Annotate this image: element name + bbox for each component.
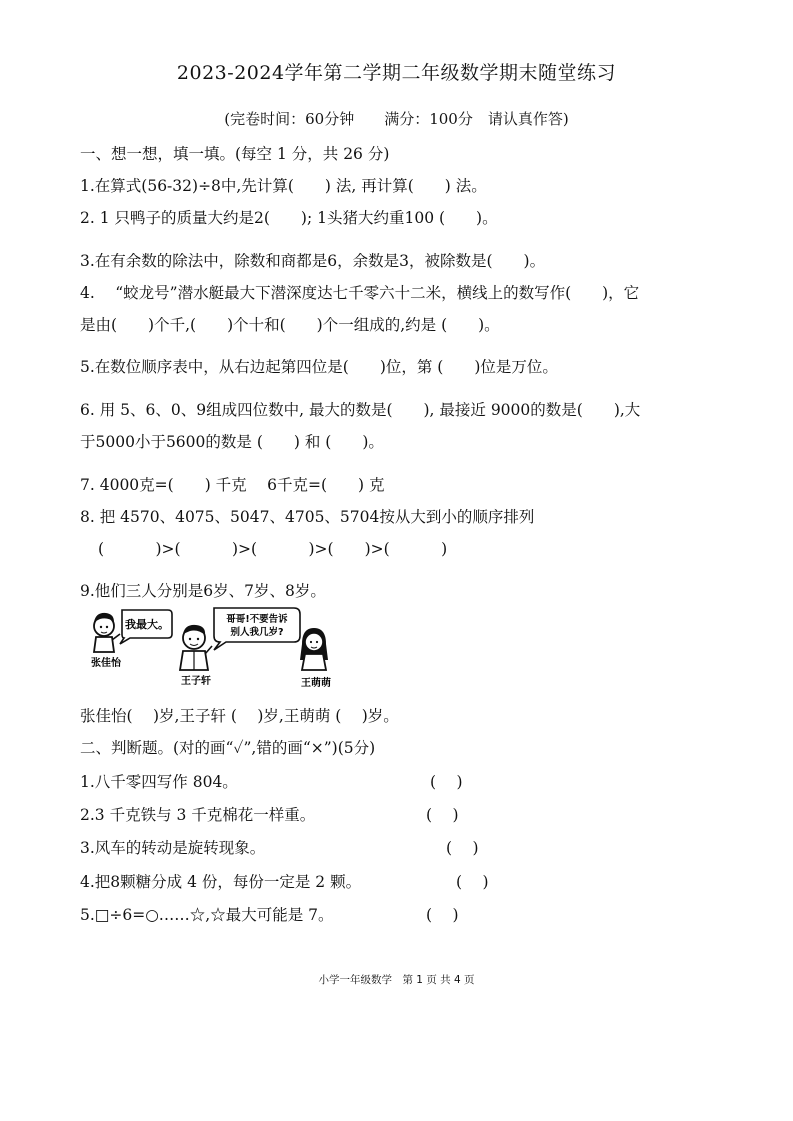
name-label-3: 王萌萌: [301, 678, 331, 689]
exam-info: (完卷时间：60分钟 满分：100分 请认真作答): [224, 110, 569, 128]
question-4-line1: 4. “蛟龙号”潜水艇最大下潜深度达七千零六十二米，横线上的数写作( )，它: [80, 284, 640, 302]
question-9-answers: 张佳怡( )岁,王子轩 ( )岁,王萌萌 ( )岁。: [80, 707, 399, 725]
question-7: 7. 4000克=( ) 千克 6千克=( ) 克: [80, 476, 385, 494]
question-4-line2: 是由( )个千,( )个十和( )个一组成的,约是 ( )。: [80, 316, 500, 334]
judge-item-4: [80, 870, 361, 892]
question-1: 1.在算式(56-32)÷8中,先计算( ) 法, 再计算( ) 法。: [80, 177, 487, 195]
child-figure-3: [300, 628, 328, 670]
judge-item-2-mark: ( ): [426, 806, 459, 824]
judge-item-text: 3.风车的转动是旋转现象。: [80, 839, 266, 857]
judge-item-1-mark: ( ): [430, 773, 463, 791]
bubble-2-text-line1: 哥哥!不要告诉: [226, 614, 288, 625]
question-8-line1: 8. 把 4570、4075、5047、4705、5704按从大到小的顺序排列: [80, 508, 535, 526]
judge-item-text: 5.□÷6=○……☆,☆最大可能是 7。: [80, 906, 334, 924]
judge-item-3: [80, 836, 265, 858]
judge-item-5-mark: ( ): [426, 906, 459, 924]
judge-item-text: 4.把8颗糖分成 4 份，每份一定是 2 颗。: [80, 873, 362, 891]
judge-item-2: [80, 803, 315, 825]
question-6-line2: 于5000小于5600的数是 ( ) 和 ( )。: [80, 433, 384, 451]
bubble-1-text: 我最大。: [125, 618, 169, 631]
judge-item-5: [80, 903, 334, 925]
question-9: 9.他们三人分别是6岁、7岁、8岁。: [80, 582, 326, 600]
section1-heading: 一、想一想，填一填。(每空 1 分，共 26 分): [80, 145, 390, 163]
page-title: 2023-2024学年第二学期二年级数学期末随堂练习: [176, 62, 617, 84]
speech-bubble-1: [120, 610, 172, 644]
speech-bubble-2: [214, 608, 300, 650]
question-8-blanks: ( )>( )>( )>( )>( ): [98, 540, 448, 558]
child-figure-2: [180, 625, 212, 670]
name-label-2: 王子轩: [181, 676, 211, 687]
page-footer: 小学一年级数学 第 1 页 共 4 页: [318, 974, 475, 986]
children-illustration: [86, 604, 346, 690]
question-6-line1: 6. 用 5、6、0、9组成四位数中, 最大的数是( ), 最接近 9000的数是( ),大: [80, 401, 641, 419]
child-figure-1: [94, 613, 120, 652]
question-3: 3.在有余数的除法中，除数和商都是6，余数是3，被除数是( )。: [80, 252, 546, 270]
question-5: 5.在数位顺序表中，从右边起第四位是( )位，第 ( )位是万位。: [80, 358, 558, 376]
judge-item-1: [80, 770, 238, 792]
question-2: 2. 1 只鸭子的质量大约是2( ); 1头猪大约重100 ( )。: [80, 209, 498, 227]
section2-heading: 二、判断题。(对的画“✓”,错的画“×”)(5分): [80, 739, 376, 757]
judge-item-4-mark: ( ): [456, 873, 489, 891]
bubble-2-text-line2: 别人我几岁?: [230, 627, 284, 638]
judge-item-3-mark: ( ): [446, 839, 479, 857]
judge-item-text: 2.3 千克铁与 3 千克棉花一样重。: [80, 806, 316, 824]
judge-item-text: 1.八千零四写作 804。: [80, 773, 238, 791]
name-label-1: 张佳怡: [91, 658, 121, 669]
